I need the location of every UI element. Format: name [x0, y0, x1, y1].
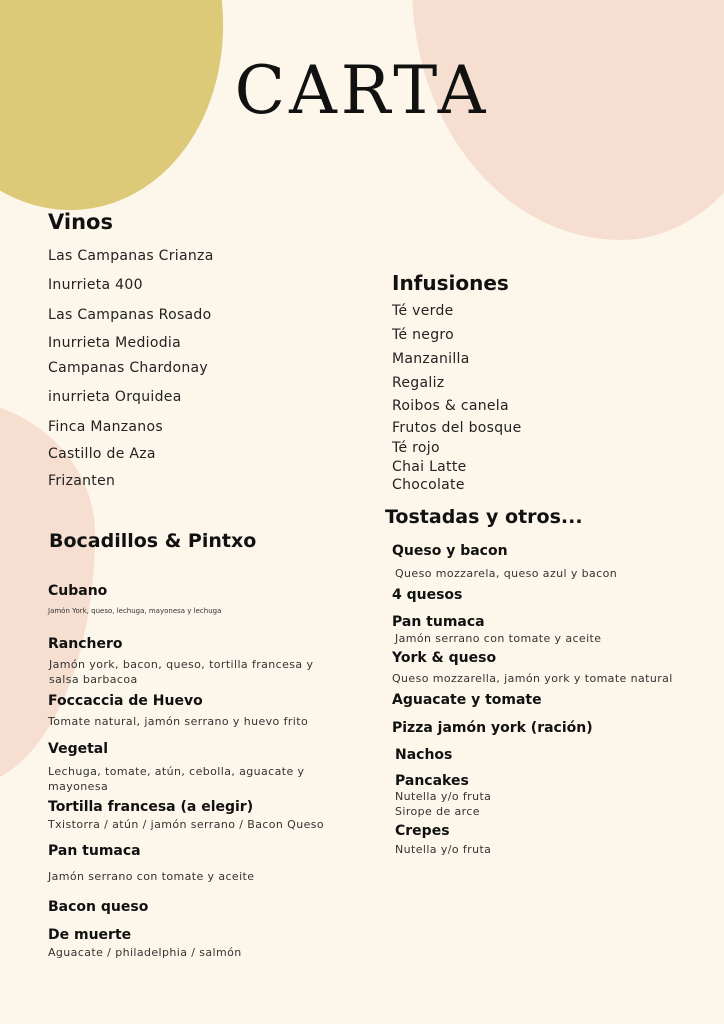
tostada-name: Pan tumaca: [392, 614, 485, 630]
vinos-item: Finca Manzanos: [48, 419, 163, 435]
bocadillo-desc: Lechuga, tomate, atún, cebolla, aguacate y mayonesa: [48, 765, 305, 793]
tostada-name: 4 quesos: [392, 587, 463, 603]
tostadas-heading: Tostadas y otros...: [385, 506, 583, 528]
tostada-desc: Jamón serrano con tomate y aceite: [395, 632, 602, 645]
tostada-name: York & queso: [392, 650, 497, 666]
tostada-desc: Queso mozzarela, queso azul y bacon: [395, 567, 618, 580]
bocadillo-name: Foccaccia de Huevo: [48, 693, 203, 709]
infusiones-heading: Infusiones: [392, 271, 509, 295]
page-title: CARTA: [234, 52, 490, 129]
infusiones-item: Té negro: [392, 327, 455, 343]
bocadillo-name: Bacon queso: [48, 899, 149, 915]
bocadillo-desc: Jamón York, queso, lechuga, mayonesa y lechuga: [48, 607, 222, 615]
bocadillo-desc: Jamón york, bacon, queso, tortilla francesa y salsa barbacoa: [49, 658, 314, 686]
bocadillos-heading: Bocadillos & Pintxo: [49, 530, 257, 552]
tostada-name: Queso y bacon: [392, 543, 508, 559]
infusiones-item: Té verde: [392, 303, 454, 319]
tostada-name: Crepes: [395, 823, 450, 839]
bocadillo-name: Pan tumaca: [48, 843, 141, 859]
bocadillo-name: Cubano: [48, 583, 108, 599]
vinos-item: Campanas Chardonay: [48, 360, 208, 376]
bocadillo-desc: Tomate natural, jamón serrano y huevo frito: [48, 715, 309, 728]
bocadillo-desc: Jamón serrano con tomate y aceite: [48, 870, 255, 883]
vinos-heading: Vinos: [48, 210, 113, 234]
bocadillo-name: Tortilla francesa (a elegir): [48, 799, 254, 815]
infusiones-item: Frutos del bosque: [392, 420, 522, 436]
vinos-item: Inurrieta 400: [48, 277, 143, 293]
infusiones-item: Manzanilla: [392, 351, 470, 367]
infusiones-item: Té rojo: [392, 440, 440, 456]
tostada-name: Nachos: [395, 747, 453, 763]
infusiones-item: Chai Latte: [392, 459, 467, 475]
vinos-item: Las Campanas Rosado: [48, 307, 212, 323]
tostada-name: Aguacate y tomate: [392, 692, 542, 708]
tostada-name: Pancakes: [395, 773, 469, 789]
bocadillo-name: Ranchero: [48, 636, 123, 652]
bocadillo-name: De muerte: [48, 927, 132, 943]
vinos-item: Castillo de Aza: [48, 446, 156, 462]
tostada-desc: Nutella y/o fruta: [395, 790, 492, 803]
vinos-item: Las Campanas Crianza: [48, 248, 214, 264]
vinos-item: inurrieta Orquidea: [48, 389, 182, 405]
tostada-desc: Queso mozzarella, jamón york y tomate natural: [392, 672, 673, 685]
bocadillo-name: Vegetal: [48, 741, 109, 757]
bocadillo-desc: Txistorra / atún / jamón serrano / Bacon Queso: [48, 818, 325, 831]
tostada-desc: Nutella y/o fruta: [395, 843, 492, 856]
tostada-desc: Sirope de arce: [395, 805, 480, 818]
infusiones-item: Regaliz: [392, 375, 445, 391]
bocadillo-desc: Aguacate / philadelphia / salmón: [48, 946, 242, 959]
tostada-name: Pizza jamón york (ración): [392, 720, 593, 736]
vinos-item: Frizanten: [48, 473, 116, 489]
infusiones-item: Roibos & canela: [392, 398, 509, 414]
infusiones-item: Chocolate: [392, 477, 465, 493]
vinos-item: Inurrieta Mediodia: [48, 335, 181, 351]
